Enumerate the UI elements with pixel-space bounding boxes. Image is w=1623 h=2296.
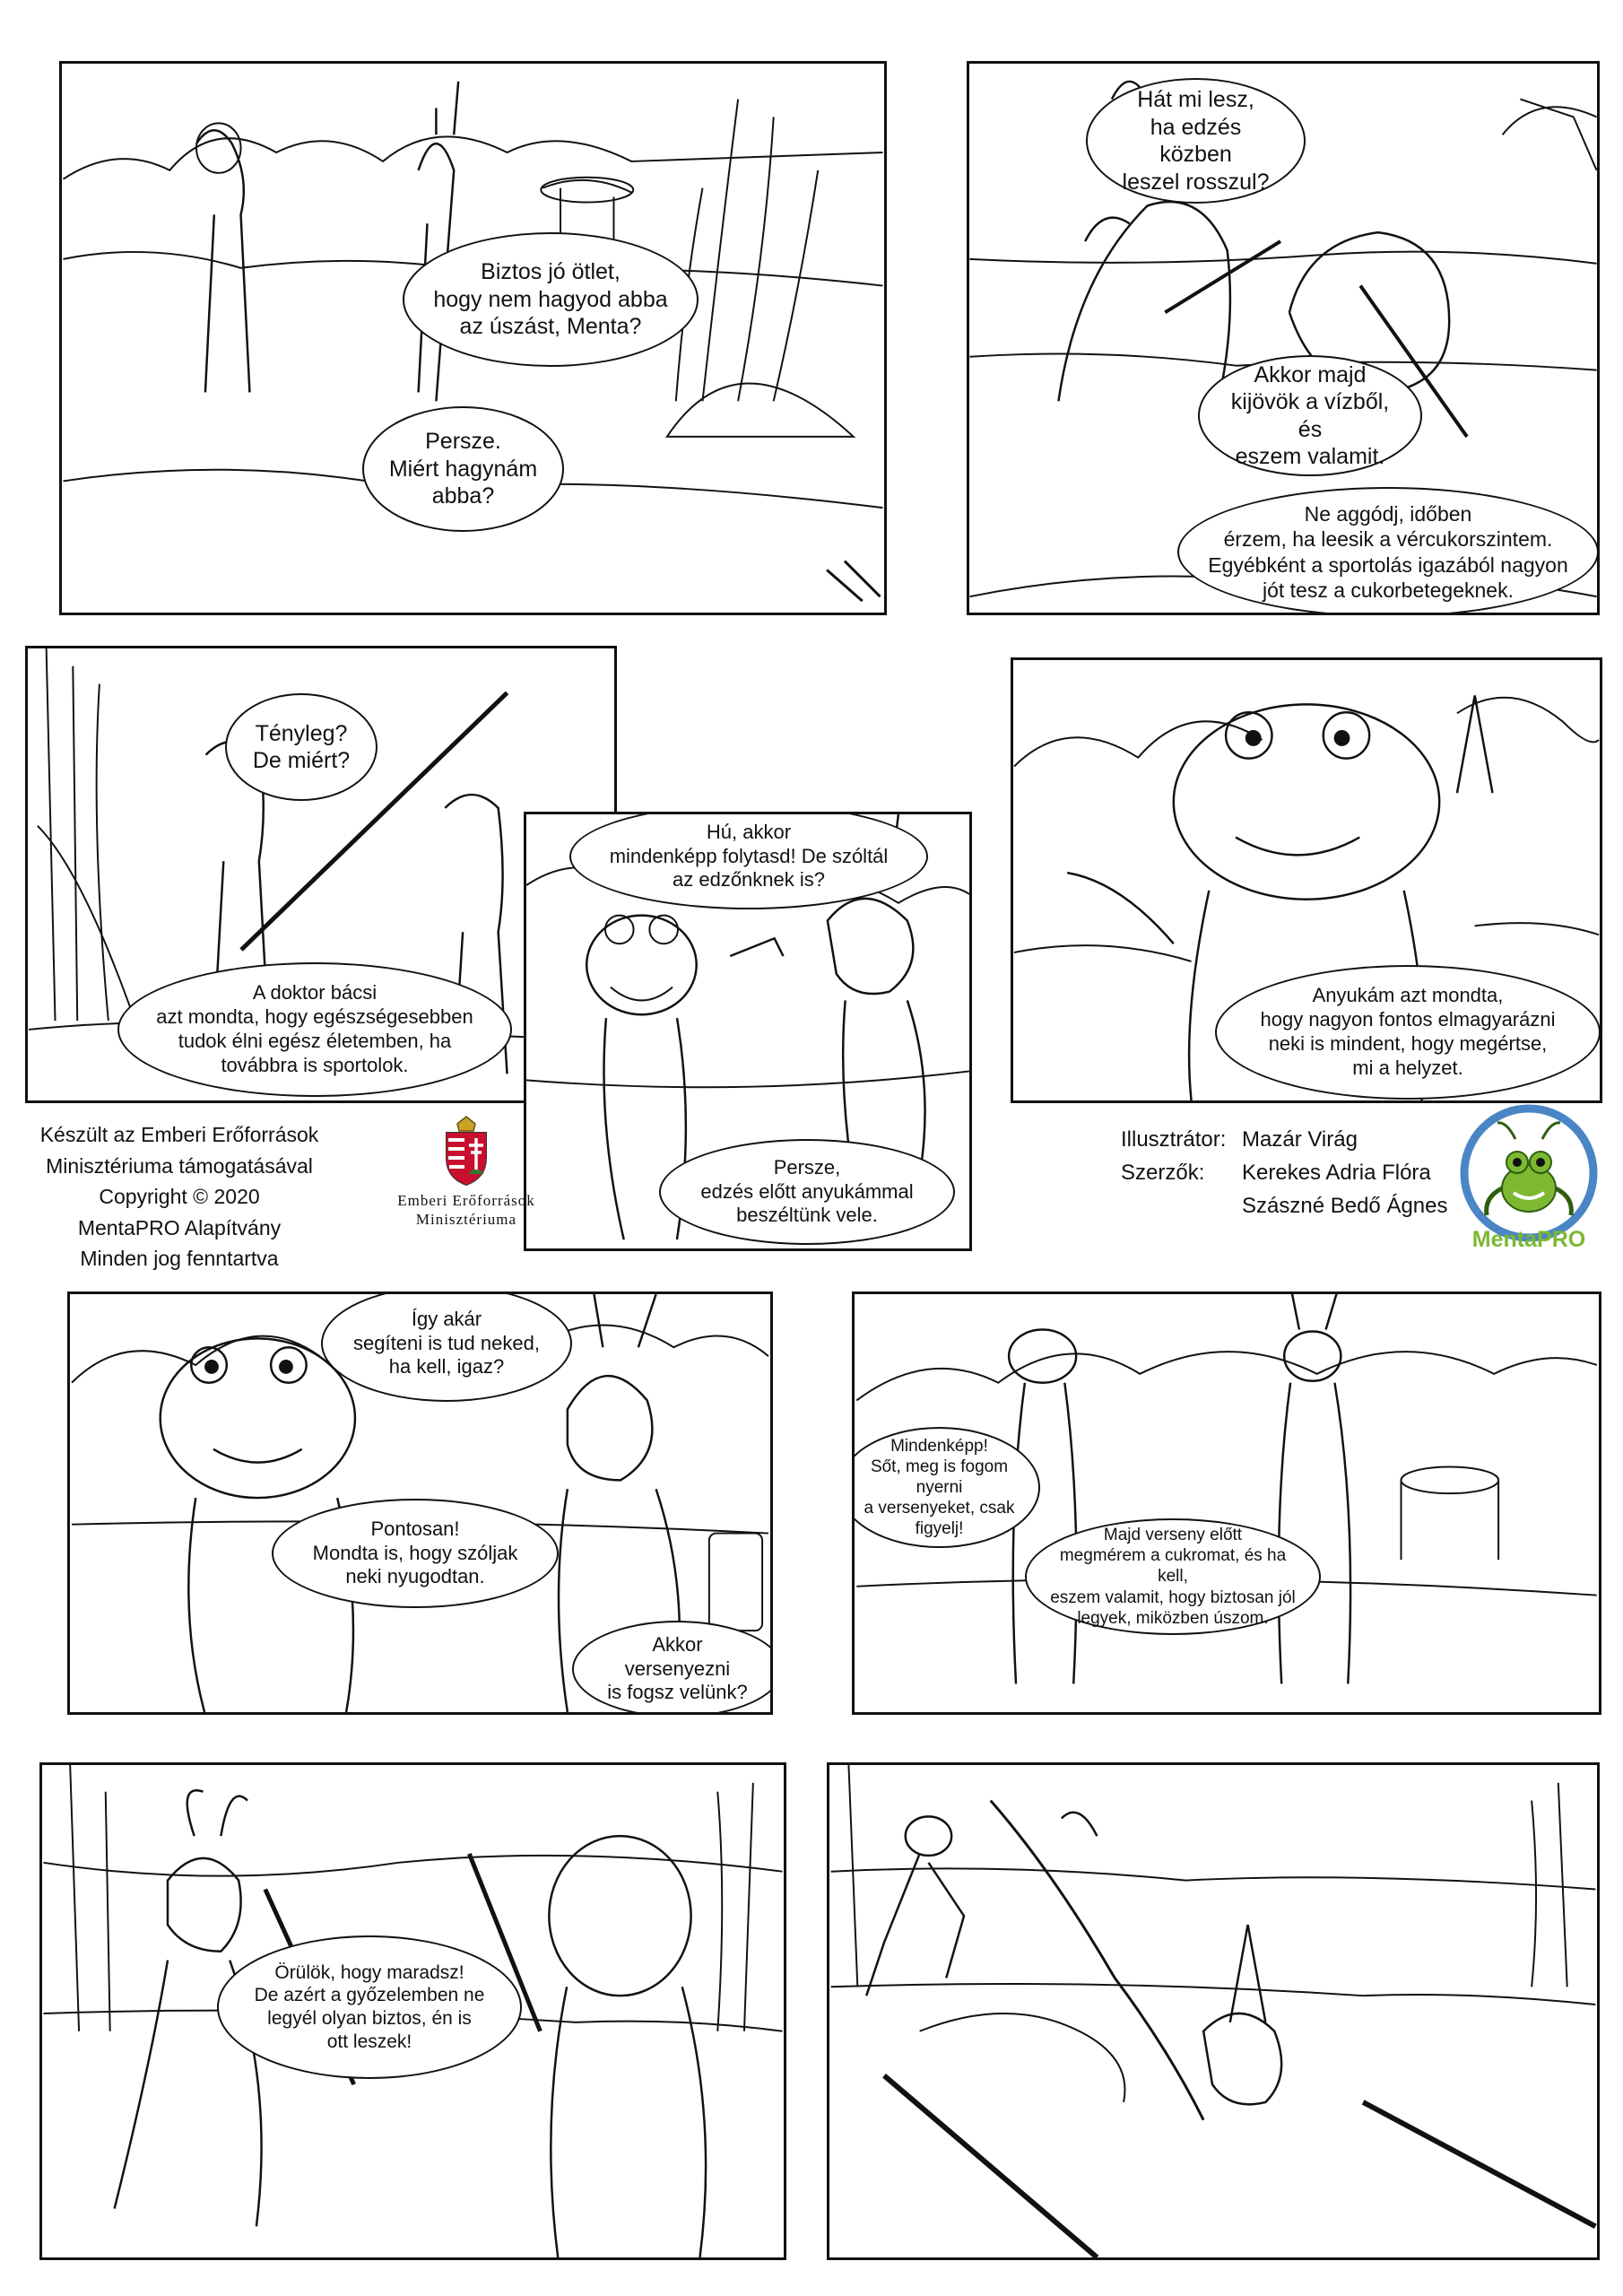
ministry-name: Emberi Erőforrások <box>397 1192 535 1209</box>
coat-of-arms-icon <box>441 1115 491 1187</box>
authors-row <box>1121 1189 1448 1222</box>
speech-bubble: Anyukám azt mondta, hogy nagyon fontos elmagyarázni neki is mindent, hogy megértse, mi a helyzet. <box>1215 965 1601 1100</box>
comic-panel-5 <box>1011 657 1602 1103</box>
comic-panel-4 <box>524 812 972 1251</box>
author-name: Kerekes Adria Flóra <box>1242 1161 1431 1186</box>
speech-bubble: Pontosan! Mondta is, hogy szóljak neki nyugodtan. <box>272 1499 559 1608</box>
ministry-emblem <box>354 1115 578 1230</box>
speech-bubble: Persze. Miért hagynám abba? <box>362 406 564 532</box>
comic-panel-6 <box>67 1292 773 1715</box>
credits-line: Készült az Emberi Erőforrások <box>39 1123 319 1146</box>
speech-bubble: Akkor majd kijövök a vízből, és eszem valamit. <box>1198 355 1422 476</box>
credits-line: Minden jog fenntartva <box>80 1247 279 1270</box>
comic-panel-7 <box>852 1292 1601 1715</box>
author-name: Szászné Bedő Ágnes <box>1242 1194 1448 1219</box>
comic-panel-2 <box>967 61 1600 615</box>
comic-panel-9 <box>827 1762 1600 2260</box>
speech-bubble: Hát mi lesz, ha edzés közben leszel rosszul? <box>1086 78 1306 204</box>
comic-panel-8 <box>39 1762 786 2260</box>
ministry-name: Minisztériuma <box>415 1211 517 1229</box>
illustrator-row <box>1121 1123 1448 1156</box>
authors-label: Szerzők: <box>1121 1161 1205 1186</box>
speech-bubble: Majd verseny előtt megmérem a cukromat, és ha kell, eszem valamit, hogy biztosan jól legyek, miközben úszom. <box>1025 1518 1321 1635</box>
copyright-line: Copyright © 2020 <box>99 1185 260 1208</box>
illustrator-label: Illusztrátor: <box>1121 1127 1227 1152</box>
speech-bubble: A doktor bácsi azt mondta, hogy egészségesebben tudok élni egész életemben, ha továbbra is sportolok. <box>117 962 512 1097</box>
authors-block <box>1121 1123 1448 1223</box>
authors-row <box>1121 1156 1448 1189</box>
logo-wordmark: MentaPRO <box>1471 1227 1586 1252</box>
speech-bubble: Tényleg? De miért? <box>225 693 378 801</box>
speech-bubble: Biztos jó ötlet, hogy nem hagyod abba az úszást, Menta? <box>403 232 699 367</box>
speech-bubble: Ne aggódj, időben érzem, ha leesik a vércukorszintem. Egyébként a sportolás igazából nagyon jót tesz a cukorbetegeknek. <box>1177 487 1599 615</box>
credits-line: Minisztériuma támogatásával <box>46 1153 313 1178</box>
speech-bubble: Mindenképp! Sőt, meg is fogom nyerni a versenyeket, csak figyelj! <box>852 1427 1040 1548</box>
credits-block <box>18 1119 341 1274</box>
credits-line: MentaPRO Alapítvány <box>77 1215 282 1239</box>
mentapro-logo <box>1453 1103 1605 1256</box>
speech-bubble: Így akár segíteni is tud neked, ha kell, igaz? <box>321 1292 572 1402</box>
speech-bubble: Örülök, hogy maradsz! De azért a győzelemben ne legyél olyan biztos, én is ott leszek! <box>217 1935 522 2079</box>
speech-bubble: Hú, akkor mindenképp folytasd! De szóltál az edzőnknek is? <box>569 812 928 909</box>
race-dive-illustration <box>829 1765 1597 2257</box>
speech-bubble: Akkor versenyezni is fogsz velünk? <box>572 1621 773 1715</box>
comic-panel-1 <box>59 61 887 615</box>
illustrator-name: Mazár Virág <box>1242 1127 1358 1152</box>
speech-bubble: Persze, edzés előtt anyukámmal beszéltünk vele. <box>659 1139 955 1245</box>
